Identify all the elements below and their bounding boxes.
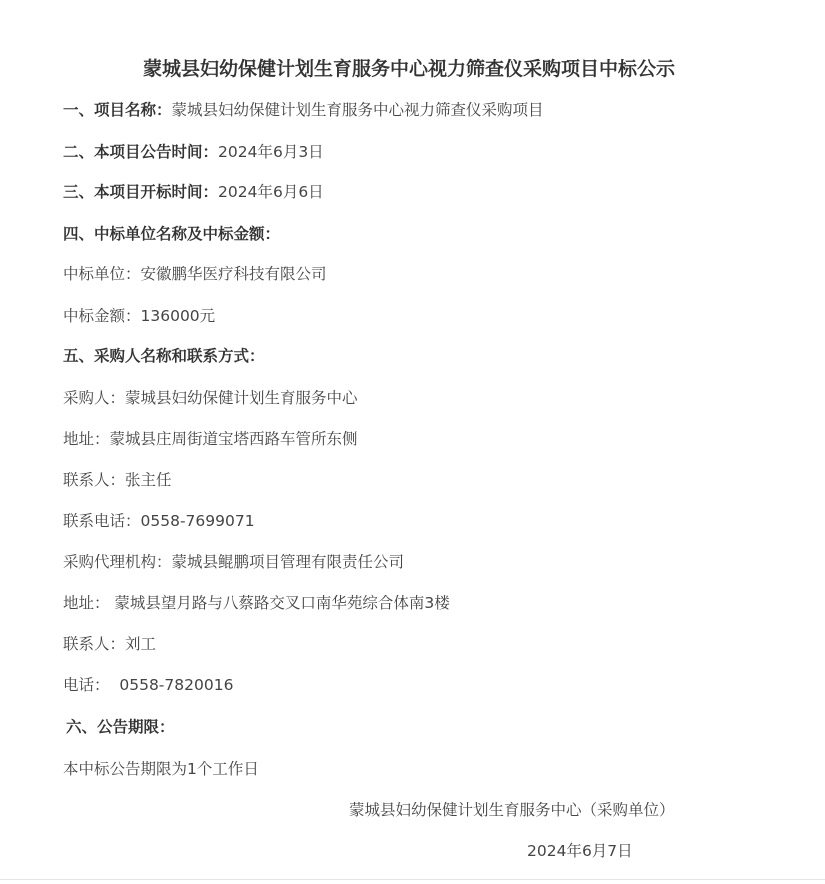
page-title: 蒙城县妇幼保健计划生育服务中心视力筛查仪采购项目中标公示 bbox=[143, 58, 676, 80]
winner-amount: 中标金额：136000元 bbox=[63, 307, 216, 325]
period-heading bbox=[66, 716, 175, 738]
agency-phone: 电话： 0558-7820016 bbox=[63, 676, 234, 694]
agency-address: 地址： 蒙城县望月路与八蔡路交叉口南华苑综合体南3楼 bbox=[63, 594, 450, 612]
purchaser-heading bbox=[63, 345, 265, 367]
announce-time-label: 二、本项目公告时间： bbox=[63, 143, 219, 161]
signature-unit: 蒙城县妇幼保健计划生育服务中心（采购单位） bbox=[349, 801, 675, 819]
project-name-label: 一、项目名称： bbox=[63, 101, 172, 119]
open-time-value: 2024年6月6日 bbox=[218, 183, 324, 201]
agency-contact: 联系人：刘工 bbox=[63, 635, 157, 653]
purchaser-heading-label: 五、采购人名称和联系方式： bbox=[63, 347, 265, 365]
project-name-value: 蒙城县妇幼保健计划生育服务中心视力筛查仪采购项目 bbox=[171, 101, 544, 119]
bottom-divider bbox=[0, 879, 825, 880]
open-time-row bbox=[63, 181, 324, 203]
agency-name: 采购代理机构：蒙城县鲲鹏项目管理有限责任公司 bbox=[63, 553, 405, 571]
announce-time-value: 2024年6月3日 bbox=[218, 143, 324, 161]
announce-time-row bbox=[63, 141, 324, 163]
winner-heading bbox=[63, 223, 280, 245]
purchaser-address: 地址：蒙城县庄周街道宝塔西路车管所东侧 bbox=[63, 430, 358, 448]
winner-unit: 中标单位：安徽鹏华医疗科技有限公司 bbox=[63, 265, 327, 283]
purchaser-name: 采购人：蒙城县妇幼保健计划生育服务中心 bbox=[63, 389, 358, 407]
signature-date: 2024年6月7日 bbox=[527, 842, 633, 860]
period-text: 本中标公告期限为1个工作日 bbox=[63, 760, 259, 778]
open-time-label: 三、本项目开标时间： bbox=[63, 183, 219, 201]
period-heading-label: 六、公告期限： bbox=[66, 718, 175, 736]
purchaser-contact: 联系人：张主任 bbox=[63, 471, 172, 489]
project-name-row bbox=[63, 99, 544, 121]
purchaser-phone: 联系电话：0558-7699071 bbox=[63, 512, 255, 530]
winner-heading-label: 四、中标单位名称及中标金额： bbox=[63, 225, 281, 243]
